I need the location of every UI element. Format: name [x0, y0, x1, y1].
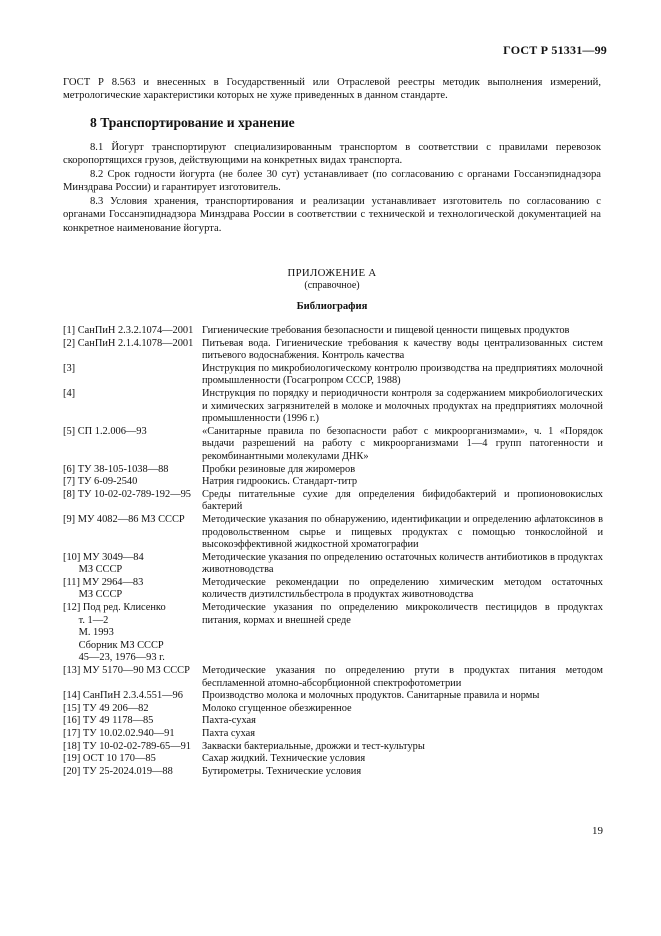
bibliography-ref: [11] МУ 2964—83 МЗ СССР	[63, 576, 144, 601]
bibliography-ref: [10] МУ 3049—84 МЗ СССР	[63, 551, 144, 576]
appendix-title: ПРИЛОЖЕНИЕ А	[287, 267, 377, 279]
bibliography-description: Натрия гидроокись. Стандарт-титр	[202, 476, 358, 488]
document-code-header: ГОСТ Р 51331—99	[503, 43, 607, 57]
bibliography-entry	[63, 741, 603, 754]
bibliography-list	[63, 325, 603, 778]
bibliography-ref: [15] ТУ 49 206—82	[63, 702, 149, 714]
appendix-subtitle: (справочное)	[304, 280, 360, 291]
bibliography-entry	[63, 363, 603, 388]
bibliography-description: Бутирометры. Технические условия	[202, 765, 362, 777]
bibliography-ref: [6] ТУ 38-105-1038—88	[63, 463, 169, 475]
bibliography-description: Закваски бактериальные, дрожжи и тест-культуры	[202, 740, 425, 752]
bibliography-description: Инструкция по порядку и периодичности контроля за содержанием микробиологических и химических загрязнителей в молоке и молочных продуктах на предприятиях молочной промышленности (1996 г.)	[202, 387, 603, 425]
bibliography-ref: [9] МУ 4082—86 МЗ СССР	[63, 513, 185, 525]
bibliography-entry	[63, 753, 603, 766]
bibliography-ref: [19] ОСТ 10 170—85	[63, 753, 156, 765]
bibliography-ref: [16] ТУ 49 1178—85	[63, 715, 154, 727]
bibliography-entry	[63, 602, 603, 665]
bibliography-ref: [12] Под ред. Клисенко т. 1—2 М. 1993 Сборник МЗ СССР 45—23, 1976—93 г.	[63, 602, 166, 664]
bibliography-entry	[63, 577, 603, 602]
bibliography-entry	[63, 489, 603, 514]
bibliography-ref: [2] СанПиН 2.1.4.1078—2001	[63, 337, 194, 349]
bibliography-entry	[63, 690, 603, 703]
bibliography-description: Гигиенические требования безопасности и пищевой ценности пищевых продуктов	[202, 325, 570, 336]
bibliography-entry	[63, 552, 603, 577]
bibliography-description: Инструкция по микробиологическому контролю производства на предприятиях молочной промышленности (Госагропром СССР, 1988)	[202, 362, 603, 387]
paragraph-8-3: 8.3 Условия хранения, транспортирования и реализации устанавливает изготовитель по согласованию с органами Госсанэпиднадзора Минздрава России в соответствии с технической и технологической документацией на конкретное наименование йогурта.	[63, 196, 601, 234]
bibliography-ref: [7] ТУ 6-09-2540	[63, 476, 138, 488]
bibliography-description: Пахта сухая	[202, 728, 256, 739]
bibliography-entry	[63, 703, 603, 716]
bibliography-ref: [13] МУ 5170—90 МЗ СССР	[63, 665, 190, 677]
bibliography-entry	[63, 325, 603, 338]
bibliography-ref: [5] СП 1.2.006—93	[63, 425, 147, 437]
bibliography-description: Методические рекомендации по определению химическим методом остаточных количеств диэтилстильбестрола в продуктах животноводства	[202, 576, 603, 601]
bibliography-description: Пробки резиновые для жиромеров	[202, 463, 356, 475]
bibliography-description: Методические указания по определению ртути в продуктах питания методом беспламенной атомно-абсорбционной спектрофотометрии	[202, 665, 603, 689]
bibliography-entry	[63, 476, 603, 489]
bibliography-description: Питьевая вода. Гигиенические требования к качеству воды централизованных систем питьевого водоснабжения. Контроль качества	[202, 337, 603, 362]
bibliography-ref: [14] СанПиН 2.3.4.551—96	[63, 690, 183, 702]
paragraph-8-2: 8.2 Срок годности йогурта (не более 30 сут) устанавливает (по согласованию с органами Госсанэпиднадзора Минздрава России) и гарантирует изготовитель.	[63, 169, 601, 194]
bibliography-entry	[63, 665, 603, 690]
bibliography-ref: [1] СанПиН 2.3.2.1074—2001	[63, 325, 194, 336]
bibliography-ref: [20] ТУ 25-2024.019—88	[63, 765, 173, 777]
bibliography-entry	[63, 338, 603, 363]
bibliography-ref: [4]	[63, 387, 76, 399]
bibliography-entry	[63, 514, 603, 552]
page-number: 19	[592, 825, 603, 837]
bibliography-entry	[63, 464, 603, 477]
bibliography-description: Пахта-сухая	[202, 715, 256, 727]
bibliography-ref: [17] ТУ 10.02.02.940—91	[63, 728, 175, 739]
bibliography-description: «Санитарные правила по безопасности работ с микроорганизмами», ч. 1 «Порядок выдачи разрешений на работу с микроорганизмами 1—4 групп патогенности и рекомбинантными молекулами ДНК»	[202, 425, 603, 462]
bibliography-ref: [3]	[63, 362, 76, 374]
paragraph-8-1: 8.1 Йогурт транспортируют специализированным транспортом в соответствии с правилами перевозок скоропортящихся грузов, действующими на конкретных видах транспорта.	[63, 142, 601, 167]
bibliography-entry	[63, 766, 603, 779]
bibliography-description: Среды питательные сухие для определения бифидобактерий и пропионовокислых бактерий	[202, 488, 603, 513]
bibliography-title: Библиография	[296, 301, 368, 312]
bibliography-description: Молоко сгущенное обезжиренное	[202, 702, 352, 714]
section-8-title: 8 Транспортирование и хранение	[90, 115, 295, 130]
bibliography-description: Сахар жидкий. Технические условия	[202, 753, 366, 765]
bibliography-entry	[63, 426, 603, 464]
bibliography-ref: [18] ТУ 10-02-02-789-65—91	[63, 740, 191, 752]
bibliography-entry	[63, 388, 603, 426]
bibliography-entry	[63, 715, 603, 728]
bibliography-entry	[63, 728, 603, 741]
bibliography-description: Методические указания по определению остаточных количеств антибиотиков в продуктах животноводства	[202, 551, 603, 576]
bibliography-description: Производство молока и молочных продуктов. Санитарные правила и нормы	[202, 690, 540, 702]
bibliography-description: Методические указания по определению микроколичеств пестицидов в продуктах питания, кормах и внешней среде	[202, 602, 603, 626]
bibliography-ref: [8] ТУ 10-02-02-789-192—95	[63, 488, 191, 500]
bibliography-description: Методические указания по обнаружению, идентификации и определению афлатоксинов в продовольственном сырье и пищевых продуктах с помощью тонкослойной и высокоэффективной жидкостной хроматографии	[202, 513, 603, 551]
intro-paragraph: ГОСТ Р 8.563 и внесенных в Государственный или Отраслевой реестры методик выполнения измерений, метрологические характеристики которых не хуже приведенных в данном стандарте.	[63, 77, 601, 102]
